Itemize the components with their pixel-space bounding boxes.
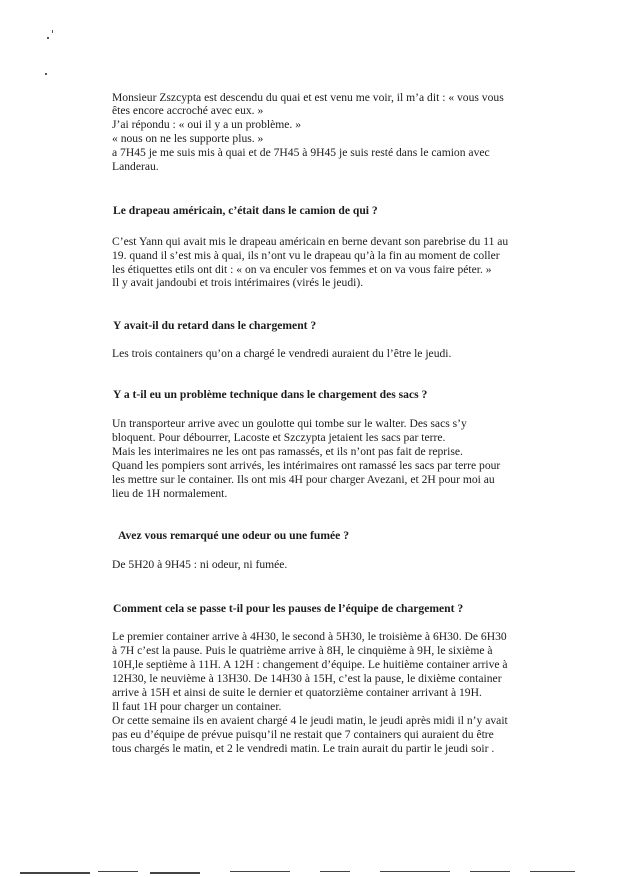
scan-speck <box>45 73 47 75</box>
text-line: êtes encore accroché avec eux. » <box>112 104 264 117</box>
text-line: 12H30, le neuvième à 13H30. De 14H30 à 15H, c’est la pause, le dixième container <box>112 672 502 685</box>
text-line: Il faut 1H pour charger un container. <box>112 700 282 713</box>
text-line: De 5H20 à 9H45 : ni odeur, ni fumée. <box>112 558 288 571</box>
question-heading: Avez vous remarqué une odeur ou une fumée ? <box>118 529 350 542</box>
text-line: Les trois containers qu’on a chargé le vendredi auraient du l’être le jeudi. <box>112 347 452 360</box>
question-heading: Le drapeau américain, c’était dans le camion de qui ? <box>113 204 378 217</box>
scan-speck <box>47 37 49 39</box>
text-line: Landerau. <box>112 160 159 173</box>
scan-speck <box>52 30 53 33</box>
text-line: C’est Yann qui avait mis le drapeau américain en berne devant son parebrise du 11 au <box>112 235 509 248</box>
text-line: lieu de 1H normalement. <box>112 487 228 500</box>
question-heading: Y avait-il du retard dans le chargement ? <box>113 319 317 332</box>
text-line: « nous on ne les supporte plus. » <box>112 132 264 145</box>
text-line: les étiquettes etils ont dit : « on va enculer vos femmes et on va vous faire péter. » <box>112 263 492 276</box>
text-line: Mais les interimaires ne les ont pas ramassés, et ils n’ont pas fait de reprise. <box>112 445 463 458</box>
text-line: Le premier container arrive à 4H30, le second à 5H30, le troisième à 6H30. De 6H30 <box>112 630 507 643</box>
scan-footer-artifact <box>20 869 580 875</box>
text-line: 19. quand il s’est mis à quai, ils n’ont vu le drapeau qu’à la fin au moment de coller <box>112 249 500 262</box>
text-line: Monsieur Zszcypta est descendu du quai et est venu me voir, il m’a dit : « vous vous <box>112 91 504 104</box>
text-line: tous chargés le matin, et 2 le vendredi matin. Le train aurait du partir le jeudi soir . <box>112 742 495 755</box>
text-line: bloquent. Pour débourrer, Lacoste et Szczypta jetaient les sacs par terre. <box>112 431 446 444</box>
text-line: à 7H c’est la pause. Puis le quatrième arrive à 8H, le cinquième à 9H, le sixième à <box>112 644 493 657</box>
text-line: Or cette semaine ils en avaient chargé 4 le jeudi matin, le jeudi après midi il n’y avait <box>112 714 508 727</box>
text-line: Un transporteur arrive avec un goulotte qui tombe sur le walter. Des sacs s’y <box>112 417 467 430</box>
text-line: J’ai répondu : « oui il y a un problème. » <box>112 118 302 131</box>
text-line: les mettre sur le container. Ils ont mis 4H pour charger Avezani, et 2H pour moi au <box>112 473 495 486</box>
question-heading: Y a t-il eu un problème technique dans le chargement des sacs ? <box>113 388 428 401</box>
text-line: a 7H45 je me suis mis à quai et de 7H45 à 9H45 je suis resté dans le camion avec <box>112 146 490 159</box>
text-line: Quand les pompiers sont arrivés, les intérimaires ont ramassé les sacs par terre pour <box>112 459 501 472</box>
text-line: pas eu d’équipe de prévue puisqu’il ne restait que 7 containers qui auraient du être <box>112 728 494 741</box>
text-line: 10H,le septième à 11H. A 12H : changement d’équipe. Le huitième container arrive à <box>112 658 508 671</box>
text-line: Il y avait jandoubi et trois intérimaires (virés le jeudi). <box>112 276 364 289</box>
question-heading: Comment cela se passe t-il pour les pauses de l’équipe de chargement ? <box>113 602 464 615</box>
text-line: arrive à 15H et ainsi de suite le dernier et quatorzième container arrivant à 19H. <box>112 686 482 699</box>
